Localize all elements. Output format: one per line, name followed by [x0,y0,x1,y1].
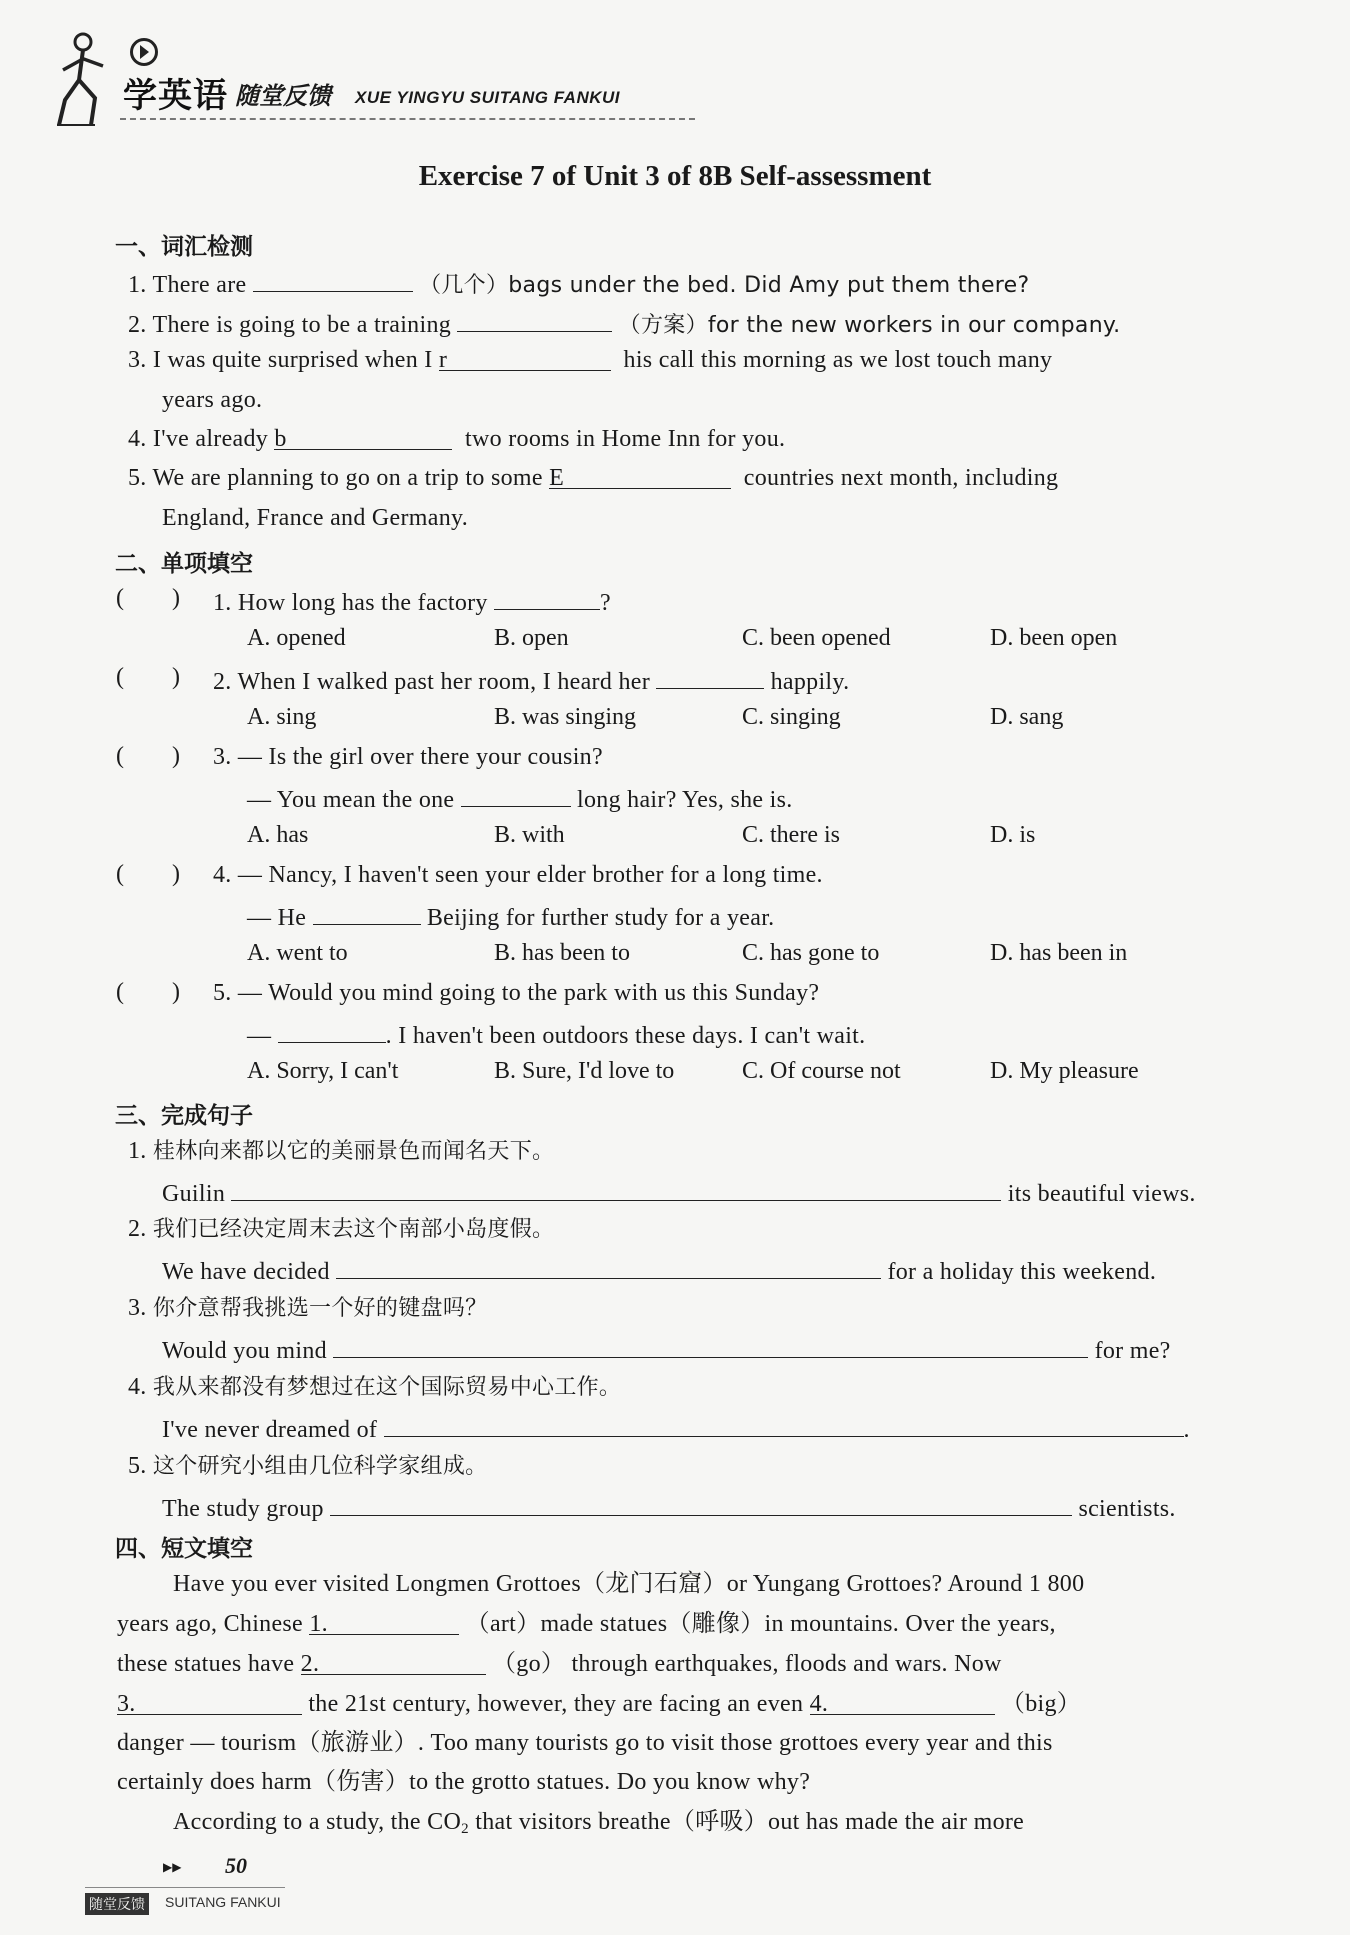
play-icon [130,38,158,66]
sentence-4-cn [128,1371,621,1404]
answer-blank[interactable] [278,1016,386,1043]
footer-divider [85,1887,285,1888]
item-text: — He [247,905,307,931]
answer-blank[interactable] [439,344,611,371]
item-text: years ago, Chinese [117,1611,304,1637]
answer-parens[interactable]: ( ) [116,743,180,769]
item-number: 3. [128,1295,147,1321]
section-heading-vocab: 一、词汇检测 [115,234,253,260]
vocab-item-5-cont: England, France and Germany. [162,505,469,531]
answer-blank[interactable] [549,462,731,489]
answer-blank[interactable] [494,583,600,610]
runner-logo-icon [55,30,125,130]
mc-question-2 [213,662,849,698]
mc-question-5 [213,977,819,1009]
item-text: There is going to be a training [152,312,452,338]
option-a: A. has [247,822,309,848]
sentence-2-cn [128,1213,554,1246]
item-text: . [1183,1417,1190,1443]
option-c: C. Of course not [742,1058,901,1084]
option-a: A. opened [247,625,346,651]
section-heading-sentences: 三、完成句子 [115,1103,253,1129]
item-text: （big） [1000,1691,1082,1717]
item-text: two rooms in Home Inn for you. [465,426,786,452]
item-text: for a holiday this weekend. [887,1259,1157,1285]
sentence-1-cn [128,1135,554,1168]
item-text: Beijing for further study for a year. [426,905,775,931]
section-heading-passage: 四、短文填空 [115,1536,253,1562]
answer-blank[interactable] [330,1489,1072,1516]
blank-number: 3. [117,1691,136,1717]
item-text: There are [152,272,247,298]
passage-line-3 [117,1648,1002,1680]
section-heading-mc: 二、单项填空 [115,551,253,577]
answer-blank[interactable] [253,265,413,292]
header-banner [55,30,675,130]
item-number: 4. [213,862,232,888]
passage-line-7 [173,1806,1024,1845]
item-text: these statues have [117,1651,295,1677]
option-c: C. singing [742,704,841,730]
item-text: for me? [1094,1338,1171,1364]
item-text: Guilin [162,1181,226,1207]
option-b: B. open [494,625,569,651]
chinese-prompt: 我们已经决定周末去这个南部小岛度假。 [152,1217,555,1242]
item-text: The study group [162,1496,324,1522]
chinese-prompt: 这个研究小组由几位科学家组成。 [152,1454,488,1479]
item-number: 2. [128,312,147,338]
answer-blank[interactable] [656,662,764,689]
brand-pinyin: XUE YINGYU SUITANG FANKUI [355,88,621,107]
option-a: A. Sorry, I can't [247,1058,399,1084]
vocab-item-4 [128,423,785,455]
item-text: long hair? Yes, she is. [577,787,793,813]
passage-line-2 [117,1608,1056,1640]
double-arrow-icon: ▶▶ [163,1860,182,1874]
answer-blank[interactable] [313,898,421,925]
item-number: 1. [128,272,147,298]
passage-line-5: danger — tourism（旅游业）. Too many tourists go to visit those grottoes every year and this [117,1730,1053,1756]
chinese-prompt: 桂林向来都以它的美丽景色而闻名天下。 [152,1139,555,1164]
option-d: D. has been in [990,940,1128,966]
passage-line-1: Have you ever visited Longmen Grottoes（龙门石窟）or Yungang Grottoes? Around 1 800 [173,1571,1085,1597]
item-text: scientists. [1078,1496,1176,1522]
option-a: A. went to [247,940,348,966]
option-b: B. with [494,822,565,848]
chinese-prompt: 你介意帮我挑选一个好的键盘吗？ [152,1296,488,1321]
option-d: D. been open [990,625,1118,651]
answer-parens[interactable]: ( ) [116,861,180,887]
option-a: A. sing [247,704,317,730]
sentence-5-cn [128,1450,487,1483]
sentence-5-en [162,1489,1176,1525]
option-c: C. there is [742,822,840,848]
mc-question-3-reply [247,780,793,816]
item-text: . I haven't been outdoors these days. I can't wait. [385,1023,866,1049]
item-number: 5. [128,465,147,491]
item-text: When I walked past her room, I heard her [237,669,650,695]
vocab-item-3 [128,344,1052,376]
option-d: D. is [990,822,1036,848]
answer-blank[interactable] [309,1608,459,1635]
item-number: 3. [128,347,147,373]
item-number: 1. [128,1138,147,1164]
item-text: its beautiful views. [1007,1181,1196,1207]
option-b: B. was singing [494,704,637,730]
vocab-item-5 [128,462,1058,494]
answer-blank[interactable] [231,1174,1001,1201]
answer-parens[interactable]: ( ) [116,664,180,690]
item-text: Would you mind [162,1338,327,1364]
sentence-1-en [162,1174,1196,1210]
item-text: ? [600,590,611,616]
item-text: I was quite surprised when I [152,347,433,373]
item-number: 2. [128,1216,147,1242]
passage-line-6: certainly does harm（伤害）to the grotto statues. Do you know why? [117,1769,811,1795]
answer-blank[interactable] [457,305,612,332]
footer-badge: 随堂反馈 [85,1893,149,1915]
item-text: According to a study, the CO [173,1809,462,1835]
item-text: — Would you mind going to the park with us this Sunday? [237,980,820,1006]
mc-question-4 [213,859,823,891]
item-text: that visitors breathe（呼吸）out has made the air more [475,1809,1025,1835]
item-text: — Is the girl over there your cousin? [237,744,603,770]
item-text: （art）made statues（雕像）in mountains. Over the years, [465,1611,1056,1637]
item-text: We have decided [162,1259,330,1285]
mc-question-4-reply [247,898,774,934]
answer-blank[interactable] [117,1688,302,1715]
page-title: Exercise 7 of Unit 3 of 8B Self-assessment [418,160,932,192]
header-divider [120,118,695,120]
item-number: 5. [128,1453,147,1479]
item-number: 4. [128,426,147,452]
page-number: 50 [225,1853,247,1878]
brand-title: 学英语 [123,76,228,116]
answer-parens[interactable]: ( ) [116,979,180,1005]
vocab-item-1 [128,265,1029,302]
answer-blank[interactable] [333,1331,1088,1358]
sentence-2-en [162,1252,1156,1288]
item-text: （方案）for the new workers in our company. [618,313,1121,338]
option-c: C. been opened [742,625,891,651]
option-c: C. has gone to [742,940,880,966]
item-text: — [247,1023,272,1049]
item-number: 1. [213,590,232,616]
item-number: 2. [213,669,232,695]
item-text: the 21st century, however, they are facing an even [308,1691,804,1717]
sentence-3-cn [128,1292,487,1325]
answer-blank[interactable] [336,1252,881,1279]
mc-question-5-reply [247,1016,865,1052]
option-b: B. Sure, I'd love to [494,1058,675,1084]
item-number: 4. [128,1374,147,1400]
initial-letter: b [274,426,287,452]
brand-subtitle: 随堂反馈 [235,82,331,110]
sentence-3-en [162,1331,1171,1367]
answer-blank[interactable] [384,1410,1184,1437]
option-d: D. My pleasure [990,1058,1139,1084]
item-text: I've already [152,426,269,452]
item-text: — Nancy, I haven't seen your elder brother for a long time. [237,862,823,888]
answer-blank[interactable] [301,1648,486,1675]
blank-number: 4. [809,1691,829,1717]
item-text: happily. [770,669,850,695]
answer-blank[interactable] [461,780,571,807]
initial-letter: r [438,347,448,373]
answer-blank[interactable] [274,423,452,450]
blank-number: 1. [309,1611,328,1637]
item-text: How long has the factory [237,590,488,616]
item-text: （go） through earthquakes, floods and wars. Now [491,1651,1002,1677]
item-text: We are planning to go on a trip to some [152,465,543,491]
item-text: I've never dreamed of [162,1417,378,1443]
passage-line-4 [117,1688,1081,1720]
blank-number: 2. [300,1651,320,1677]
item-text: countries next month, including [743,465,1059,491]
option-b: B. has been to [494,940,630,966]
mc-question-3 [213,741,603,773]
chinese-prompt: 我从来都没有梦想过在这个国际贸易中心工作。 [152,1375,622,1400]
vocab-item-3-cont: years ago. [162,387,263,413]
item-text: — You mean the one [247,787,455,813]
vocab-item-2 [128,305,1120,342]
item-text: （几个）bags under the bed. Did Amy put them there? [419,273,1030,298]
sentence-4-en [162,1410,1190,1446]
subscript: 2 [461,1821,469,1837]
initial-letter: E [549,465,565,491]
mc-question-1 [213,583,611,619]
option-d: D. sang [990,704,1064,730]
item-text: his call this morning as we lost touch many [623,347,1053,373]
item-number: 3. [213,744,232,770]
answer-parens[interactable]: ( ) [116,585,180,611]
answer-blank[interactable] [810,1688,995,1715]
item-number: 5. [213,980,232,1006]
footer-subtitle: SUITANG FANKUI [165,1894,281,1910]
